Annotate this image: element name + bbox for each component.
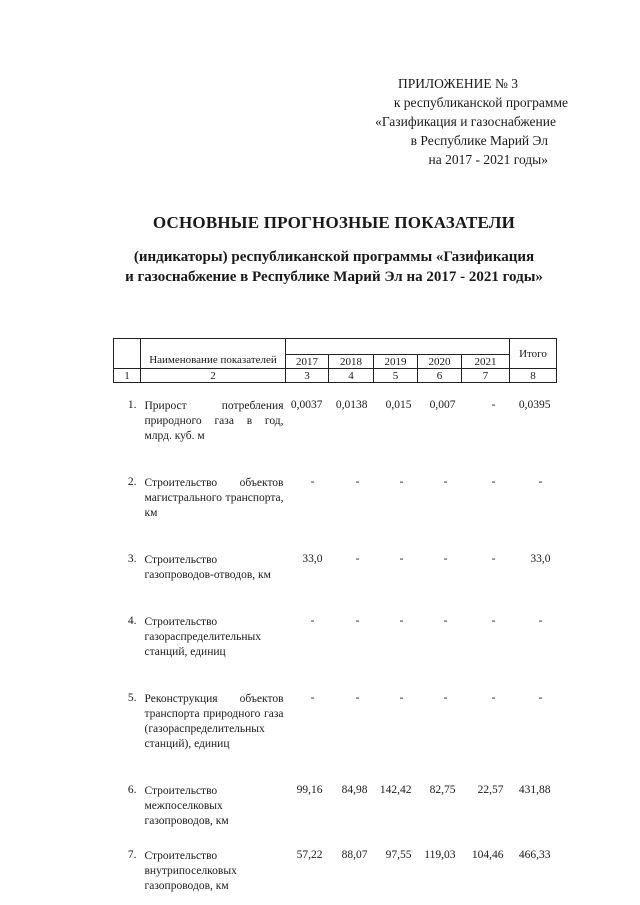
value-cell: - bbox=[443, 615, 448, 627]
subtitle-line-1: (индикаторы) республиканской программы «Газификация bbox=[133, 249, 535, 265]
value-cell: - bbox=[491, 399, 496, 411]
row-number: 1. bbox=[127, 399, 137, 411]
header-colnum: 7 bbox=[462, 369, 510, 383]
value-cell: - bbox=[399, 692, 404, 704]
header-year: 2020 bbox=[418, 355, 462, 369]
header-colnum: 4 bbox=[329, 369, 374, 383]
value-cell: 97,55 bbox=[385, 849, 412, 861]
value-cell: 0,0037 bbox=[290, 399, 323, 411]
header-colnum: 8 bbox=[510, 369, 557, 383]
header-year: 2017 bbox=[286, 355, 329, 369]
appendix-line-3: «Газификация и газоснабжение bbox=[375, 114, 556, 129]
row-name: Строительство внутрипоселковых газопроводов, км bbox=[144, 850, 237, 892]
total-cell: - bbox=[538, 476, 543, 488]
value-cell: - bbox=[399, 615, 404, 627]
appendix-number: ПРИЛОЖЕНИЕ № 3 bbox=[397, 76, 518, 91]
row-name: Строительство газораспределительных станций, единиц bbox=[144, 616, 261, 658]
value-cell: 22,57 bbox=[477, 784, 504, 796]
header-total: Итого bbox=[510, 339, 557, 369]
row-number: 7. bbox=[127, 849, 137, 861]
value-cell: 0,0138 bbox=[335, 399, 368, 411]
value-cell: 82,75 bbox=[429, 784, 456, 796]
value-cell: - bbox=[491, 692, 496, 704]
total-cell: 0,0395 bbox=[518, 399, 551, 411]
value-cell: - bbox=[443, 553, 448, 565]
subtitle-line-2: и газоснабжение в Республике Марий Эл на 2017 - 2021 годы» bbox=[125, 269, 543, 285]
value-cell: - bbox=[399, 476, 404, 488]
value-cell: - bbox=[310, 692, 315, 704]
value-cell: 142,42 bbox=[379, 784, 412, 796]
row-name: Строительство газопроводов-отводов, км bbox=[144, 554, 271, 581]
row-name: Реконструкция объектов транспорта природного газа (газораспределительных станций), единиц bbox=[144, 693, 284, 750]
appendix-line-5: на 2017 - 2021 годы» bbox=[428, 152, 548, 167]
row-number: 6. bbox=[127, 784, 137, 796]
row-name: Строительство межпоселковых газопроводов, км bbox=[144, 785, 229, 827]
value-cell: 84,98 bbox=[341, 784, 368, 796]
header-colnum: 3 bbox=[286, 369, 329, 383]
value-cell: - bbox=[310, 615, 315, 627]
appendix-line-2: к республиканской программе bbox=[393, 95, 568, 110]
value-cell: - bbox=[310, 476, 315, 488]
value-cell: - bbox=[443, 476, 448, 488]
total-cell: - bbox=[538, 692, 543, 704]
table-row bbox=[114, 615, 557, 660]
value-cell: - bbox=[355, 553, 360, 565]
value-cell: 0,007 bbox=[429, 399, 456, 411]
table-row bbox=[114, 784, 557, 829]
table-row bbox=[114, 849, 557, 894]
total-cell: - bbox=[538, 615, 543, 627]
value-cell: - bbox=[443, 692, 448, 704]
table-row bbox=[114, 476, 557, 521]
row-number: 4. bbox=[127, 615, 137, 627]
table-row bbox=[114, 553, 557, 583]
row-number: 3. bbox=[127, 553, 137, 565]
document-subtitle bbox=[0, 247, 640, 287]
header-year: 2019 bbox=[374, 355, 418, 369]
row-name: Строительство объектов магистрального транспорта, км bbox=[144, 477, 284, 519]
appendix-line-4: в Республике Марий Эл bbox=[410, 133, 548, 148]
total-cell: 466,33 bbox=[518, 849, 551, 861]
value-cell: - bbox=[491, 476, 496, 488]
document-title-block bbox=[0, 213, 640, 287]
value-cell: - bbox=[491, 615, 496, 627]
header-colnum: 2 bbox=[141, 369, 286, 383]
header-empty-cell bbox=[114, 339, 141, 369]
header-name: Наименование показателей bbox=[141, 339, 286, 369]
appendix-block bbox=[375, 74, 568, 169]
value-cell: 88,07 bbox=[341, 849, 368, 861]
value-cell: - bbox=[355, 615, 360, 627]
value-cell: 99,16 bbox=[296, 784, 323, 796]
header-colnum: 6 bbox=[418, 369, 462, 383]
indicators-table bbox=[113, 338, 557, 894]
row-number: 5. bbox=[127, 692, 137, 704]
header-colnum: 5 bbox=[374, 369, 418, 383]
header-year: 2018 bbox=[329, 355, 374, 369]
table-body bbox=[114, 383, 557, 895]
value-cell: - bbox=[399, 553, 404, 565]
value-cell: 119,03 bbox=[424, 849, 456, 861]
table-row bbox=[114, 399, 557, 444]
value-cell: - bbox=[355, 692, 360, 704]
row-name: Прирост потребления природного газа в год, млрд. куб. м bbox=[144, 400, 284, 442]
value-cell: 33,0 bbox=[302, 553, 323, 565]
header-years-group bbox=[286, 339, 510, 355]
total-cell: 33,0 bbox=[530, 553, 551, 565]
table-row bbox=[114, 692, 557, 752]
table-header bbox=[114, 339, 557, 383]
value-cell: 104,46 bbox=[471, 849, 504, 861]
document-title: ОСНОВНЫЕ ПРОГНОЗНЫЕ ПОКАЗАТЕЛИ bbox=[152, 213, 516, 232]
row-number: 2. bbox=[127, 476, 137, 488]
value-cell: - bbox=[491, 553, 496, 565]
value-cell: 57,22 bbox=[296, 849, 323, 861]
value-cell: - bbox=[355, 476, 360, 488]
value-cell: 0,015 bbox=[385, 399, 412, 411]
header-year: 2021 bbox=[462, 355, 510, 369]
total-cell: 431,88 bbox=[518, 784, 551, 796]
header-colnum: 1 bbox=[114, 369, 141, 383]
